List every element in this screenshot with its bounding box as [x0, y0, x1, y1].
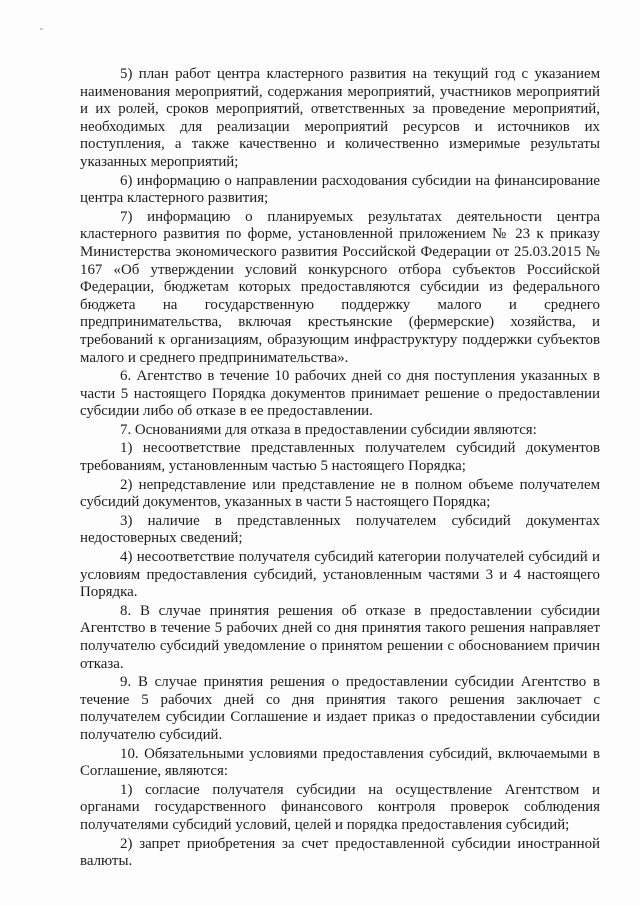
paragraph-section-7: 7. Основаниями для отказа в предоставлении субсидии являются:: [120, 421, 537, 438]
paragraph-section-7-item-1: 1) несоответствие представленных получателем субсидий документов требованиям, установленным частью 5 настоящего Порядка;: [80, 440, 600, 475]
paragraph-section-10-item-1: 1) согласие получателя субсидии на осуществление Агентством и органами государственного финансового контроля проверок соблюдения получателями субсидий условий, целей и порядка предоставления субсидий;: [80, 781, 600, 833]
paragraph-section-9: 9. В случае принятия решения о предоставлении субсидии Агентство в течение 5 рабочих дней со дня принятия такого решения заключает с получателем субсидии Соглашение и издает приказ о предоставлении субсидии получателю субсидий.: [80, 674, 600, 743]
document-body: [80, 66, 600, 871]
paragraph-section-7-item-2: 2) непредставление или представление не в полном объеме получателем субсидий документов, указанных в части 5 настоящего Порядка;: [80, 476, 600, 511]
paragraph-section-6: 6. Агентство в течение 10 рабочих дней со дня поступления указанных в части 5 настоящего Порядка документов принимает решение о предоставлении субсидии либо об отказе в ее предоставлении.: [80, 368, 600, 420]
paragraph-section-10-item-2: 2) запрет приобретения за счет предоставленной субсидии иностранной валюты.: [80, 835, 600, 870]
paragraph-section-7-item-3: 3) наличие в представленных получателем субсидий документах недостоверных сведений;: [80, 512, 600, 547]
paragraph-item-7: 7) информацию о планируемых результатах деятельности центра кластерного развития по форме, установленной приложением № 23 к приказу Министерства экономического развития Российской Федерации от 25.03.2015 № 167 «Об утверждении условий конкурсного отбора субъектов Российской Федерации, бюджетам которых предоставляются субсидии из федерального бюджета на государственную поддержку малого и среднего предпринимательства, включая крестьянские (фермерские) хозяйства, и требований к организациям, образующим инфраструктуру поддержки субъектов малого и среднего предпринимательства».: [80, 208, 600, 366]
paragraph-item-6: 6) информацию о направлении расходования субсидии на финансирование центра кластерного развития;: [80, 172, 600, 207]
paragraph-item-5: 5) план работ центра кластерного развития на текущий год с указанием наименования мероприятий, содержания мероприятий, участников мероприятий и их ролей, сроков мероприятий, ответственных за проведение мероприятий, необходимых для реализации мероприятий ресурсов и источников их поступления, а также качественно и количественно измеримые результаты указанных мероприятий;: [80, 66, 600, 170]
paragraph-section-10: 10. Обязательными условиями предоставления субсидий, включаемыми в Соглашение, являются:: [80, 745, 600, 780]
scan-speck: [40, 28, 43, 30]
paragraph-section-7-item-4: 4) несоответствие получателя субсидий категории получателей субсидий и условиям предоставления субсидий, установленным частями 3 и 4 настоящего Порядка.: [80, 549, 600, 601]
paragraph-section-8: 8. В случае принятия решения об отказе в предоставлении субсидии Агентство в течение 5 рабочих дней со дня принятия такого решения направляет получателю субсидий уведомление о принятом решении с обоснованием причин отказа.: [80, 602, 600, 672]
